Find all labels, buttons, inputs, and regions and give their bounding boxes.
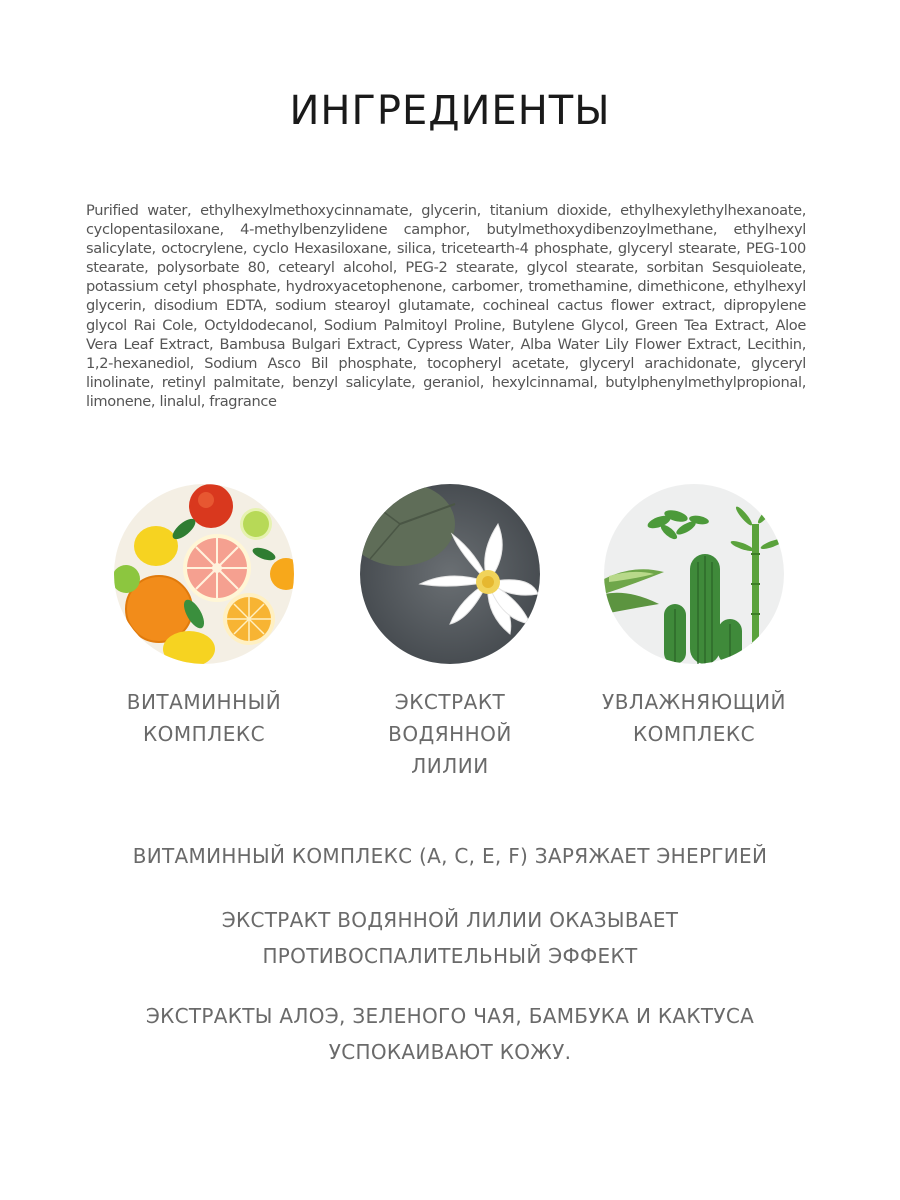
feature-label-line: КОМПЛЕКС bbox=[632, 722, 756, 746]
feature-label-line: КОМПЛЕКС bbox=[142, 722, 266, 746]
feature-label-line: ЭКСТРАКТ bbox=[394, 690, 506, 714]
ingredients-list: Purified water, ethylhexylmethoxycinnamate, glycerin, titanium dioxide, ethylhexylethylhexanoate, cyclopentasiloxane, 4-methylbenzylidene camphor, butylmethoxydibenzoylmethane, ethylhexyl salicylate, octocrylene, cyclo Hexasiloxane, silica, tricetearth-4 phosphate, glyceryl stearate, PEG-100 stearate, polysorbate 80, cetearyl alcohol, PEG-2 stearate, glycol stearate, sorbitan Sesquioleate, potassium cetyl phosphate, hydroxyacetophenone, carbomer, tromethamine, dimethicone, ethylhexyl glycerin, disodium EDTA, sodium stearoyl glutamate, cochineal cactus flower extract, dipropylene glycol Rai Cole, Octyldodecanol, Sodium Palmitoyl Proline, Butylene Glycol, Green Tea Extract, Aloe Vera Leaf Extract, Bambusa Bulgari Extract, Cypress Water, Alba Water Lily Flower Extract, Lecithin, 1,2-hexanediol, Sodium Asco Bil phosphate, tocopheryl acetate, glyceryl arachidonate, glyceryl linolinate, retinyl palmitate, benzyl salicylate, geraniol, hexylcinnamal, butylphenylmethylpropional, limonene, linalul, fragrance bbox=[86, 202, 806, 410]
feature-label-line: ЛИЛИИ bbox=[411, 754, 489, 778]
aloe-cactus-bamboo-icon bbox=[604, 484, 784, 664]
description-line: УСПОКАИВАЮТ КОЖУ. bbox=[328, 1040, 572, 1064]
feature-label-line: ВОДЯННОЙ bbox=[388, 722, 512, 746]
description-line: ЭКСТРАКТ ВОДЯННОЙ ЛИЛИИ ОКАЗЫВАЕТ bbox=[221, 908, 679, 932]
feature-label-moisturizing bbox=[574, 686, 814, 750]
citrus-fruits-icon bbox=[114, 484, 294, 664]
description-line: ВИТАМИННЫЙ КОМПЛЕКС (А, С, Е, F) ЗАРЯЖАЕТ ЭНЕРГИЕЙ bbox=[132, 844, 768, 868]
description-moisturizing bbox=[0, 998, 900, 1070]
description-vitamin bbox=[0, 838, 900, 874]
description-water-lily bbox=[0, 902, 900, 974]
description-line: ЭКСТРАКТЫ АЛОЭ, ЗЕЛЕНОГО ЧАЯ, БАМБУКА И КАКТУСА bbox=[145, 1004, 755, 1028]
page-title: ИНГРЕДИЕНТЫ bbox=[289, 88, 611, 134]
description-line: ПРОТИВОСПАЛИТЕЛЬНЫЙ ЭФФЕКТ bbox=[262, 944, 638, 968]
feature-label-line: УВЛАЖНЯЮЩИЙ bbox=[602, 690, 786, 714]
feature-label-vitamin bbox=[84, 686, 324, 750]
feature-label-water-lily bbox=[330, 686, 570, 782]
feature-label-line: ВИТАМИННЫЙ bbox=[126, 690, 282, 714]
water-lily-icon bbox=[360, 484, 540, 664]
